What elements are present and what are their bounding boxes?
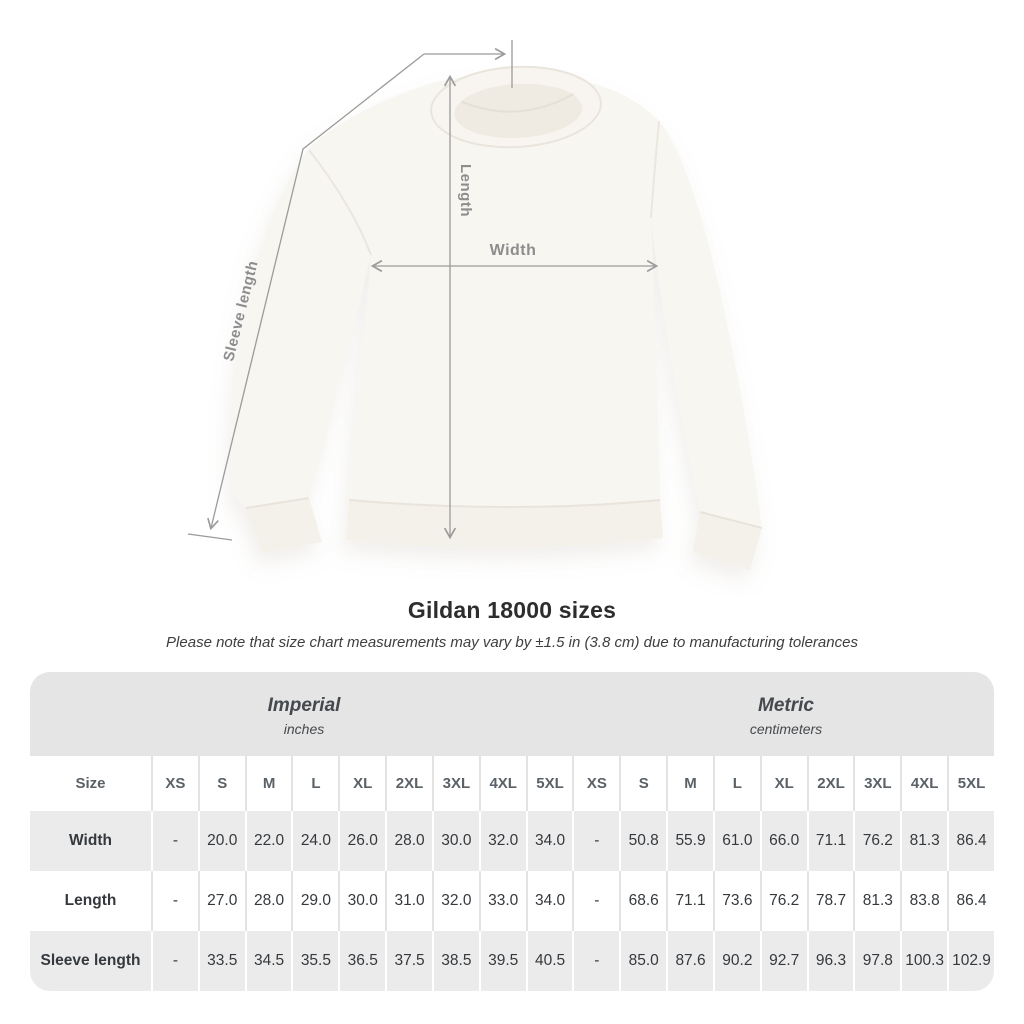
measurement-cell: 85.0	[619, 931, 666, 991]
measurement-cell: 32.0	[432, 871, 479, 931]
measurement-cell: 33.5	[198, 931, 245, 991]
sleeve-length-measure-label: Sleeve length	[220, 258, 262, 364]
measurement-cell: -	[572, 811, 619, 871]
measurement-cell: 96.3	[807, 931, 854, 991]
measurement-row-label: Sleeve length	[30, 931, 151, 991]
measurement-cell: 102.9	[947, 931, 994, 991]
measurement-cell: 33.0	[479, 871, 526, 931]
size-column-header: S	[198, 756, 245, 811]
measurement-row	[30, 811, 994, 871]
page-title: Gildan 18000 sizes	[407, 597, 617, 623]
size-column-header: M	[245, 756, 292, 811]
measurement-cell: -	[151, 811, 198, 871]
measurement-cell: 92.7	[760, 931, 807, 991]
measurement-cell: 76.2	[760, 871, 807, 931]
measurement-cell: 24.0	[291, 811, 338, 871]
imperial-unit: inches	[283, 720, 325, 737]
tolerance-note: Please note that size chart measurements may vary by ±1.5 in (3.8 cm) due to manufacturing tolerances	[166, 634, 858, 651]
measurement-row	[30, 931, 994, 991]
measurement-cell: 27.0	[198, 871, 245, 931]
size-column-header: 4XL	[900, 756, 947, 811]
measurement-cell: 22.0	[245, 811, 292, 871]
measurement-cell: 97.8	[853, 931, 900, 991]
size-column-header: XL	[338, 756, 385, 811]
measurement-cell: 66.0	[760, 811, 807, 871]
measurement-cell: 81.3	[900, 811, 947, 871]
size-column-header: L	[713, 756, 760, 811]
measurement-cell: 38.5	[432, 931, 479, 991]
measurement-cell: -	[151, 871, 198, 931]
size-column-header: 3XL	[432, 756, 479, 811]
measurement-cell: 81.3	[853, 871, 900, 931]
measurement-cell: 83.8	[900, 871, 947, 931]
imperial-header	[30, 672, 578, 756]
length-measure-label: Length	[457, 164, 474, 217]
size-column-header: S	[619, 756, 666, 811]
measurement-cell: 31.0	[385, 871, 432, 931]
measurement-cell: 71.1	[666, 871, 713, 931]
sleeve-end-tick	[188, 534, 232, 540]
size-column-header: 3XL	[853, 756, 900, 811]
measurement-cell: 34.0	[526, 811, 573, 871]
measurement-cell: -	[572, 871, 619, 931]
measurement-cell: 55.9	[666, 811, 713, 871]
size-column-header: 4XL	[479, 756, 526, 811]
unit-system-header	[30, 672, 994, 756]
measurement-cell: 28.0	[245, 871, 292, 931]
measurement-cell: -	[151, 931, 198, 991]
measurement-cell: 73.6	[713, 871, 760, 931]
width-measure-label: Width	[489, 242, 537, 259]
size-column-header: XS	[572, 756, 619, 811]
metric-header	[578, 672, 994, 756]
measurement-cell: 40.5	[526, 931, 573, 991]
measurement-cell: 68.6	[619, 871, 666, 931]
measurement-cell: 100.3	[900, 931, 947, 991]
measurement-cell: 86.4	[947, 871, 994, 931]
measurement-cell: 34.0	[526, 871, 573, 931]
imperial-title: Imperial	[267, 695, 341, 717]
measurement-row	[30, 871, 994, 931]
size-column-header: 2XL	[385, 756, 432, 811]
measurement-cell: 20.0	[198, 811, 245, 871]
size-header-row	[30, 756, 994, 811]
measurement-cell: 61.0	[713, 811, 760, 871]
size-column-header: 5XL	[526, 756, 573, 811]
measurement-cell: 76.2	[853, 811, 900, 871]
measurement-cell: 34.5	[245, 931, 292, 991]
measurement-cell: 32.0	[479, 811, 526, 871]
size-column-header: M	[666, 756, 713, 811]
measurement-cell: 50.8	[619, 811, 666, 871]
measurement-cell: 90.2	[713, 931, 760, 991]
measurement-cell: 28.0	[385, 811, 432, 871]
size-corner-header: Size	[30, 756, 151, 811]
size-column-header: XL	[760, 756, 807, 811]
measurement-cell: 30.0	[338, 871, 385, 931]
measurement-cell: 39.5	[479, 931, 526, 991]
measurement-cell: 29.0	[291, 871, 338, 931]
measurement-cell: 35.5	[291, 931, 338, 991]
measurement-cell: 86.4	[947, 811, 994, 871]
measurement-cell: 30.0	[432, 811, 479, 871]
measurement-cell: 87.6	[666, 931, 713, 991]
measurement-row-label: Width	[30, 811, 151, 871]
size-column-header: 5XL	[947, 756, 994, 811]
measurement-cell: 71.1	[807, 811, 854, 871]
measurement-cell: 37.5	[385, 931, 432, 991]
measurement-cell: -	[572, 931, 619, 991]
sweatshirt-body	[231, 63, 762, 570]
size-table	[30, 756, 994, 991]
size-column-header: L	[291, 756, 338, 811]
size-chart-card	[30, 672, 994, 991]
size-column-header: 2XL	[807, 756, 854, 811]
measurement-cell: 78.7	[807, 871, 854, 931]
measurement-cell: 26.0	[338, 811, 385, 871]
measurement-cell: 36.5	[338, 931, 385, 991]
size-column-header: XS	[151, 756, 198, 811]
measurement-row-label: Length	[30, 871, 151, 931]
metric-unit: centimeters	[749, 720, 823, 737]
metric-title: Metric	[758, 695, 814, 717]
